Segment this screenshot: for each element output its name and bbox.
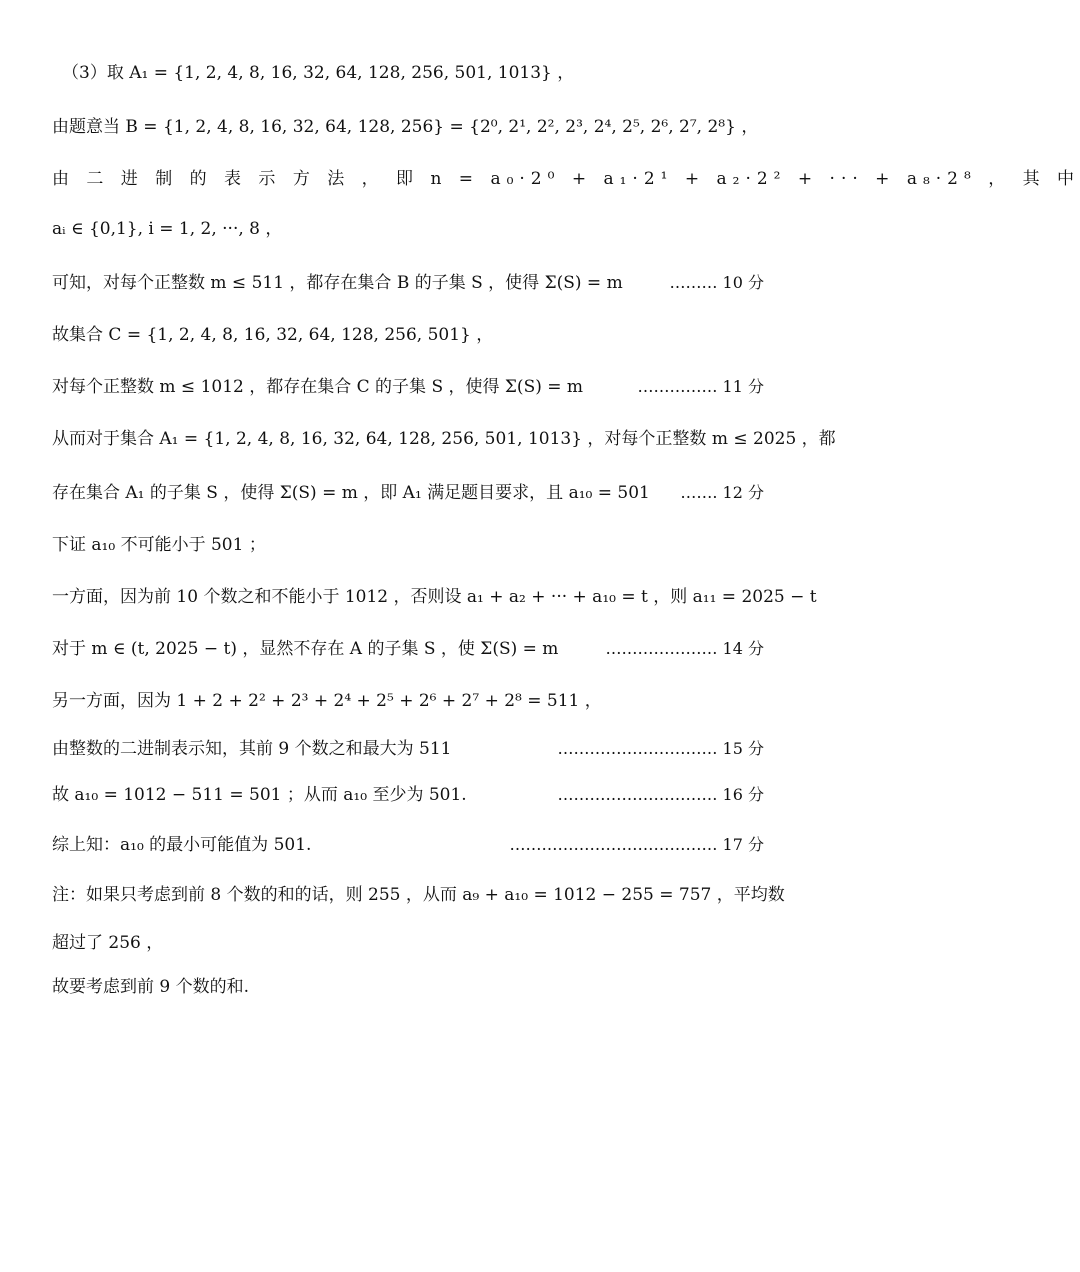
line-5-text: 可知，对每个正整数 m ≤ 511 ，都存在集合 B 的子集 S ，使得 Σ(S) = m <box>52 273 623 293</box>
score-16: ………………………… 16 分 <box>557 785 764 804</box>
line-12-text: 对于 m ∈ (t, 2025 − t) ，显然不存在 A 的子集 S ，使 Σ(S) = m <box>52 639 559 659</box>
line-5 <box>52 270 764 296</box>
score-14: ………………… 14 分 <box>605 639 764 658</box>
score-10: ……… 10 分 <box>669 273 764 292</box>
line-18-text: 超过了 256 ， <box>52 933 164 953</box>
line-16 <box>52 832 764 858</box>
line-4-text: aᵢ ∈ {0,1}, i = 1, 2, ···, 8 ， <box>52 219 283 239</box>
line-10-text: 下证 a₁₀ 不可能小于 501 ； <box>52 535 266 555</box>
line-14-text: 由整数的二进制表示知，其前 9 个数之和最大为 511 <box>52 739 452 759</box>
score-17: ………………………………… 17 分 <box>509 835 764 854</box>
line-17 <box>52 882 785 908</box>
line-8 <box>52 426 836 452</box>
score-15: ………………………… 15 分 <box>557 739 764 758</box>
line-6-text: 故集合 C = {1, 2, 4, 8, 16, 32, 64, 128, 256, 501} ， <box>52 325 494 345</box>
line-1-text: （3）取 A₁ = {1, 2, 4, 8, 16, 32, 64, 128, 256, 501, 1013} ， <box>62 63 575 83</box>
score-11: …………… 11 分 <box>637 377 764 396</box>
line-10 <box>52 532 764 558</box>
line-11-text: 一方面，因为前 10 个数之和不能小于 1012 ，否则设 a₁ + a₂ + ··· + a₁₀ = t ，则 a₁₁ = 2025 − t <box>52 587 817 607</box>
line-3 <box>52 166 1080 192</box>
line-17-text: 注：如果只考虑到前 8 个数的和的话，则 255 ，从而 a₉ + a₁₀ = 1012 − 255 = 757 ，平均数 <box>52 885 785 905</box>
line-8-text: 从而对于集合 A₁ = {1, 2, 4, 8, 16, 32, 64, 128, 256, 501, 1013} ，对每个正整数 m ≤ 2025 ，都 <box>52 429 836 449</box>
line-14 <box>52 736 764 762</box>
line-13-text: 另一方面，因为 1 + 2 + 2² + 2³ + 2⁴ + 2⁵ + 2⁶ + 2⁷ + 2⁸ = 511 ， <box>52 691 602 711</box>
line-2 <box>52 114 764 140</box>
line-19-text: 故要考虑到前 9 个数的和. <box>52 977 250 997</box>
line-15 <box>52 782 764 808</box>
score-12: ……. 12 分 <box>680 483 764 502</box>
line-9 <box>52 480 764 506</box>
line-18 <box>52 930 764 956</box>
line-11 <box>52 584 817 610</box>
line-2-text: 由题意当 B = {1, 2, 4, 8, 16, 32, 64, 128, 256} = {2⁰, 2¹, 2², 2³, 2⁴, 2⁵, 2⁶, 2⁷, 2⁸} ， <box>52 117 759 137</box>
line-7-text: 对每个正整数 m ≤ 1012 ，都存在集合 C 的子集 S ，使得 Σ(S) = m <box>52 377 584 397</box>
line-15-text: 故 a₁₀ = 1012 − 511 = 501 ；从而 a₁₀ 至少为 501. <box>52 785 467 805</box>
line-7 <box>52 374 764 400</box>
line-13 <box>52 688 764 714</box>
line-4 <box>52 216 764 242</box>
line-12 <box>52 636 764 662</box>
line-1 <box>52 60 764 86</box>
line-3-text: 由 二 进 制 的 表 示 方 法 ， 即 n = a₀·2⁰ + a₁·2¹ + a₂·2² + ··· + a₈·2⁸ ， 其 中 <box>52 169 1080 189</box>
line-16-text: 综上知：a₁₀ 的最小可能值为 501. <box>52 835 312 855</box>
line-19 <box>52 974 764 1000</box>
line-9-text: 存在集合 A₁ 的子集 S ，使得 Σ(S) = m ，即 A₁ 满足题目要求，且 a₁₀ = 501 <box>52 483 650 503</box>
line-6 <box>52 322 764 348</box>
